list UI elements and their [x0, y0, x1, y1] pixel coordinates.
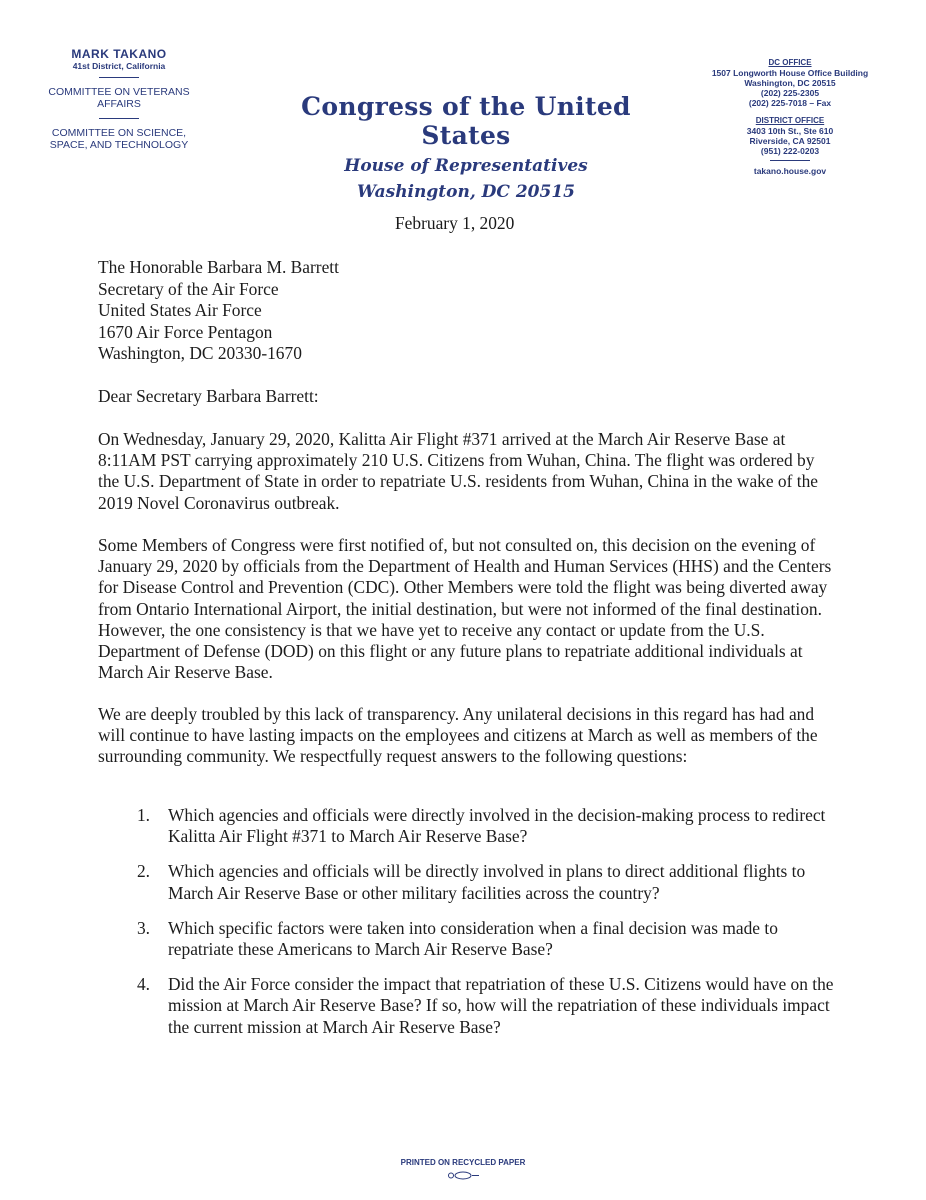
- question-text: Which agencies and officials were directly involved in the decision-making process to redirect Kalitta Air Flight #371 to March Air Reserve Base?: [168, 805, 826, 847]
- district-office-line2: Riverside, CA 92501: [749, 136, 831, 146]
- website: takano.house.gov: [753, 166, 827, 176]
- question-number: 1.: [136, 805, 150, 825]
- question-number: 2.: [136, 861, 150, 882]
- address-line: 1670 Air Force Pentagon: [98, 321, 273, 342]
- dc-office-fax: (202) 225-7018 – Fax: [748, 98, 832, 108]
- divider: [99, 118, 139, 119]
- masthead-house: House of Representatives: [344, 156, 588, 176]
- question-list: [98, 805, 838, 1052]
- question-item: [98, 918, 838, 960]
- committee-veterans: COMMITTEE ON VETERANS AFFAIRS: [48, 86, 190, 110]
- dc-office-line1: 1507 Longworth House Office Building: [711, 68, 869, 78]
- masthead-congress: Congress of the United States: [301, 92, 631, 150]
- letterhead-right: [690, 58, 890, 176]
- question-item: [98, 805, 838, 847]
- footer: [0, 1158, 926, 1182]
- paragraph-2: Some Members of Congress were first notified of, but not consulted on, this decision on the evening of January 29, 2020 by officials from the Department of Health and Human Services (HHS) and the Centers for Disease Control and Prevention (CDC). Other Members were told the flight was being diverted away from Ontario International Airport, the initial destination, but were not informed of the final destination. However, the one consistency is that we have yet to receive any contact or update from the U.S. Department of Defense (DOD) on this flight or any future plans to repatriate additional individuals at March Air Reserve Base.: [98, 535, 832, 683]
- member-name: MARK TAKANO: [71, 47, 167, 61]
- address-line: The Honorable Barbara M. Barrett: [98, 257, 339, 277]
- union-label-icon: [441, 1171, 485, 1180]
- question-item: [98, 974, 838, 1038]
- dc-office-heading: DC OFFICE: [768, 58, 812, 67]
- spacer: [690, 108, 890, 116]
- question-text: Which agencies and officials will be directly involved in plans to direct additional flights to March Air Reserve Base or other military facilities across the country?: [168, 861, 806, 903]
- paragraph-1: On Wednesday, January 29, 2020, Kalitta Air Flight #371 arrived at the March Air Reserve Base at 8:11AM PST carrying approximately 210 U.S. Citizens from Wuhan, China. The flight was ordered by the U.S. Department of State in order to repatriate U.S. residents from Wuhan, China in the wake of the 2019 Novel Coronavirus outbreak.: [98, 429, 819, 513]
- dc-office-line2: Washington, DC 20515: [744, 78, 836, 88]
- recycled-paper-note: PRINTED ON RECYCLED PAPER: [400, 1158, 526, 1167]
- address-line: Secretary of the Air Force: [98, 278, 279, 299]
- address-line: United States Air Force: [98, 300, 262, 320]
- dc-office-phone: (202) 225-2305: [760, 88, 820, 98]
- letterhead-left: [44, 48, 194, 159]
- district-office-line1: 3403 10th St., Ste 610: [746, 126, 834, 136]
- masthead-washington: Washington, DC 20515: [357, 182, 575, 202]
- address-line: Washington, DC 20330-1670: [98, 343, 302, 363]
- committee-science: COMMITTEE ON SCIENCE, SPACE, AND TECHNOLOGY: [49, 127, 189, 151]
- district-office-heading: DISTRICT OFFICE: [755, 116, 825, 125]
- divider: [770, 160, 810, 161]
- district-office-phone: (951) 222-0203: [760, 146, 820, 156]
- question-number: 4.: [136, 974, 150, 995]
- paragraph-3: We are deeply troubled by this lack of transparency. Any unilateral decisions in this regard has had and will continue to have lasting impacts on the employees and citizens at March as well as members of the surrounding community. We respectfully request answers to the following questions:: [98, 704, 818, 767]
- masthead: [256, 92, 676, 202]
- question-item: [98, 861, 838, 903]
- question-text: Did the Air Force consider the impact that repatriation of these U.S. Citizens would have on the mission at March Air Reserve Base? If so, how will the repatriation of these individuals impact the current mission at March Air Reserve Base?: [168, 974, 834, 1037]
- letter-date: February 1, 2020: [395, 213, 515, 233]
- recipient-address: [98, 257, 339, 365]
- question-text: Which specific factors were taken into consideration when a final decision was made to repatriate these Americans to March Air Reserve Base?: [168, 917, 778, 960]
- salutation: Dear Secretary Barbara Barrett:: [98, 386, 319, 406]
- member-district: 41st District, California: [72, 61, 166, 71]
- divider: [99, 77, 139, 78]
- question-number: 3.: [136, 917, 150, 938]
